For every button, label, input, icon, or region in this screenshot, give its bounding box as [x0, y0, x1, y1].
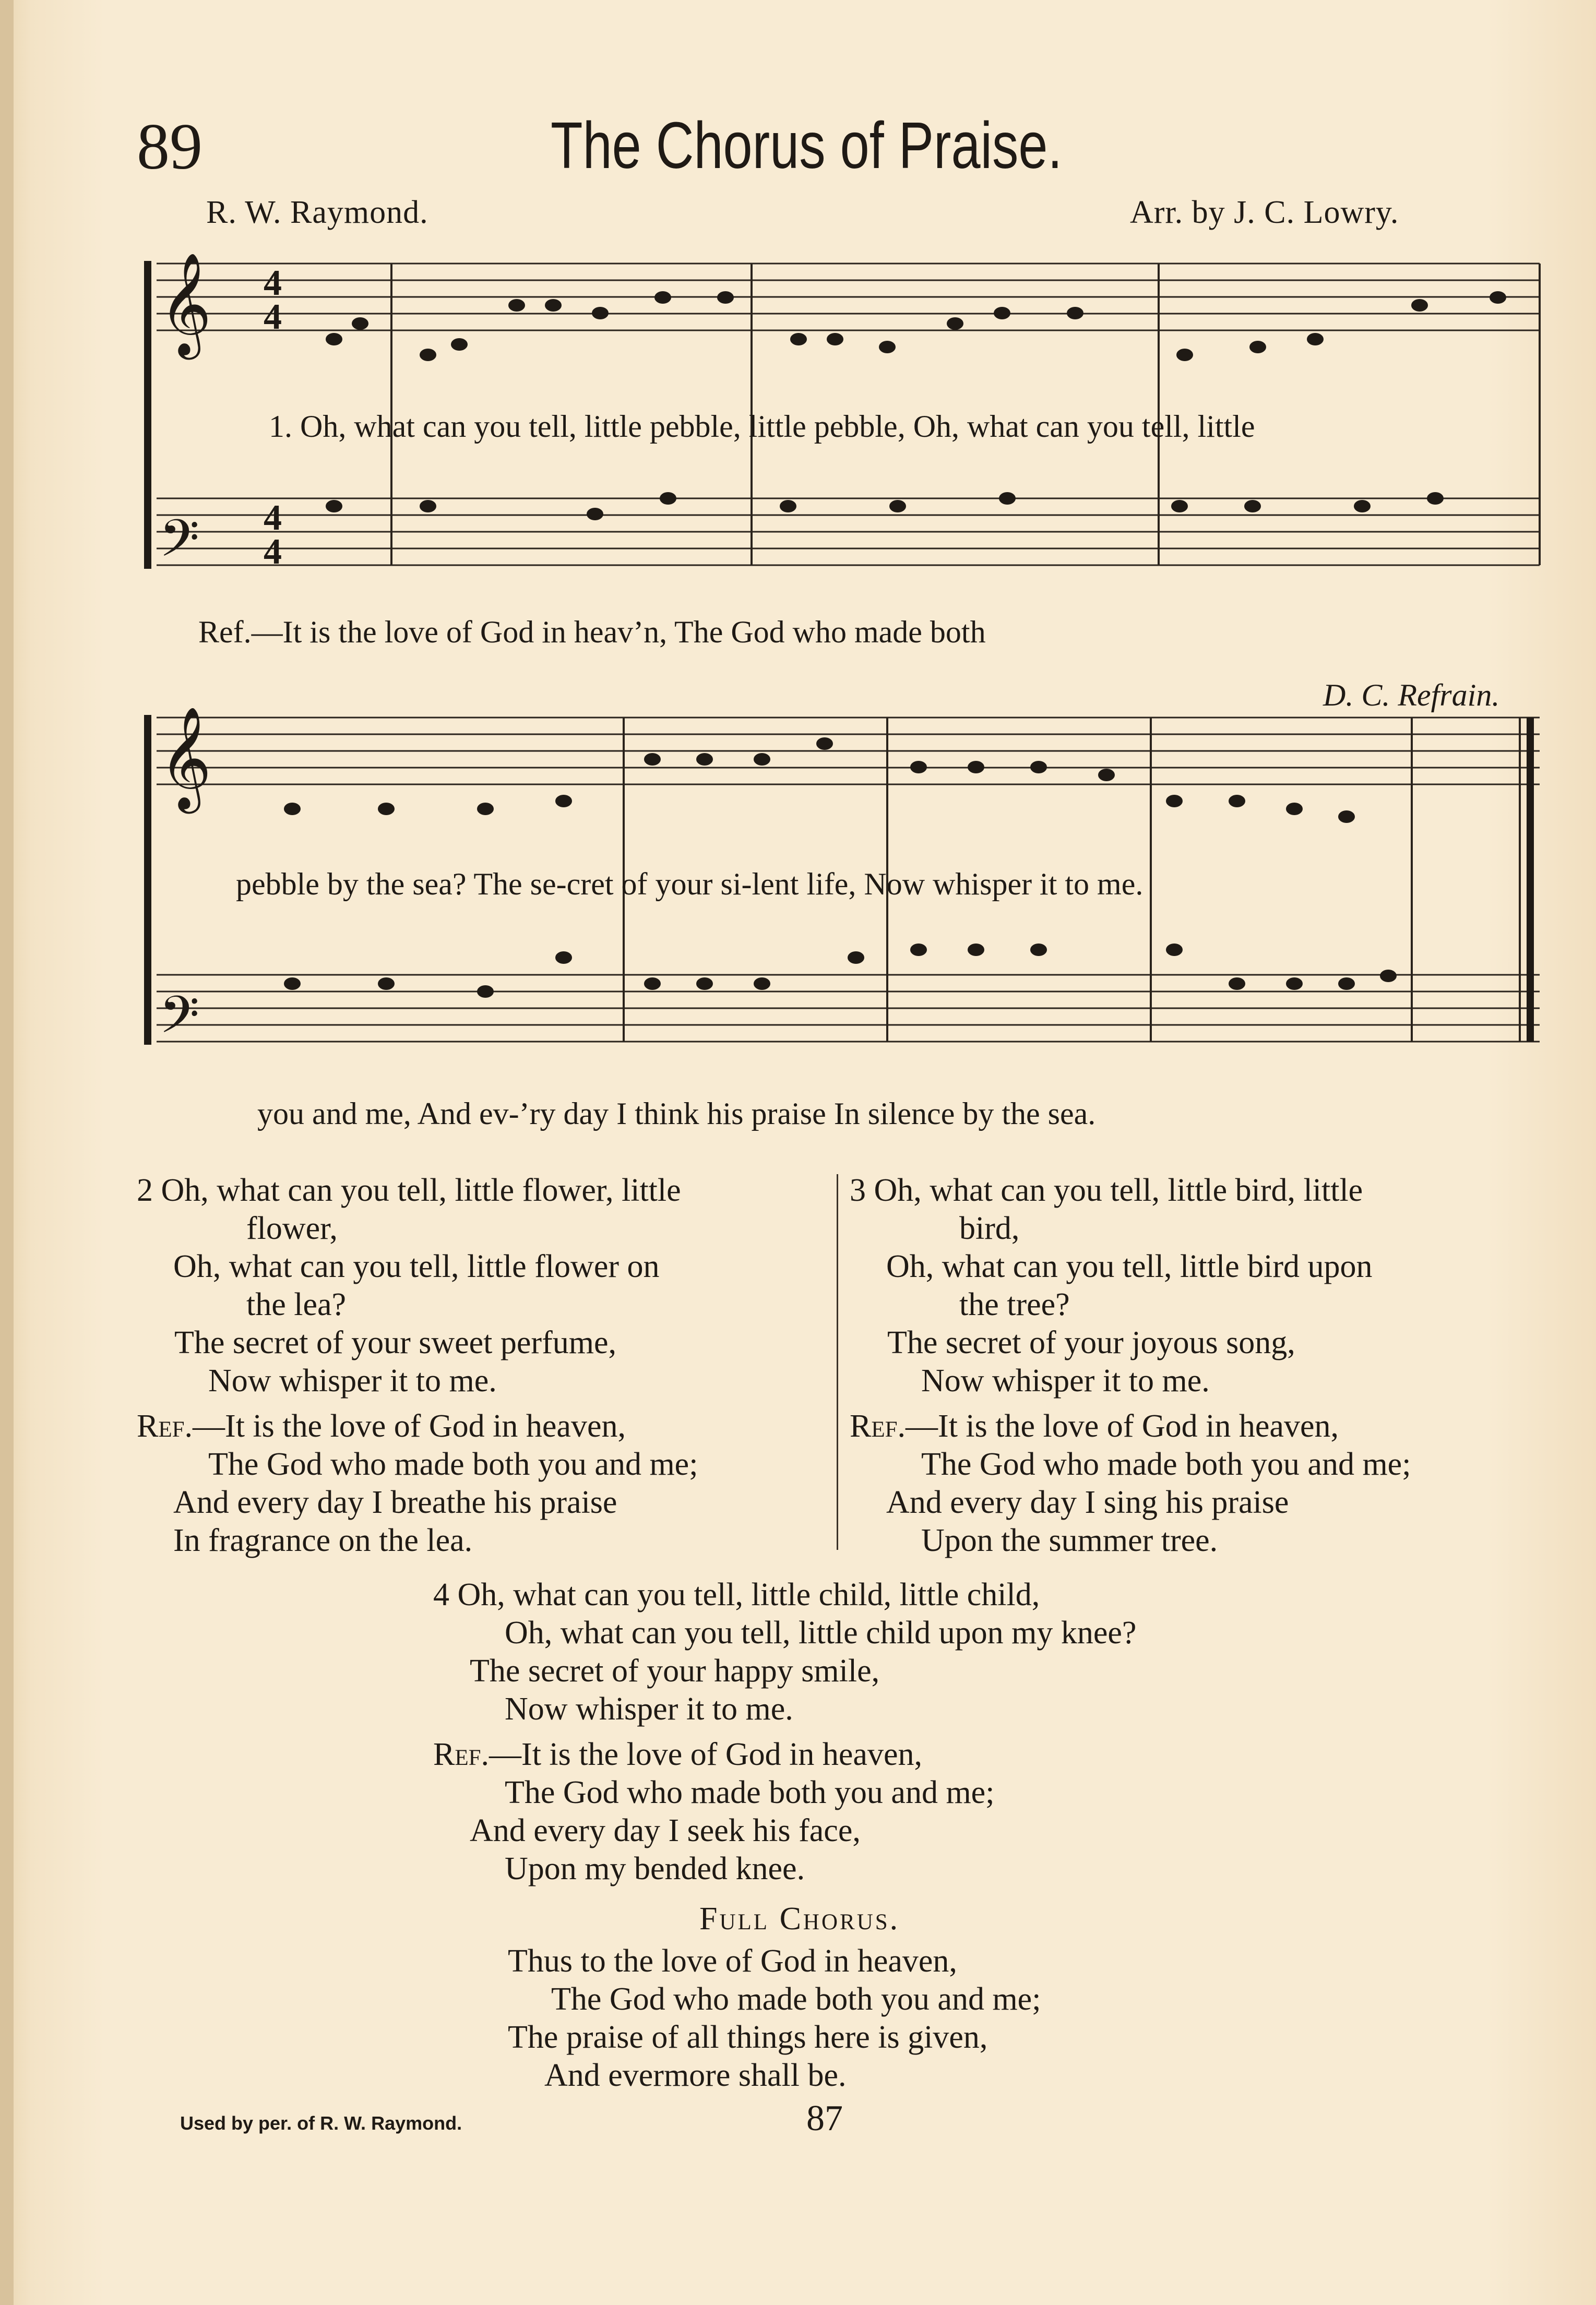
- verse-line: The secret of your sweet perfume,: [174, 1325, 616, 1360]
- verse-line: Now whisper it to me.: [505, 1691, 793, 1727]
- chorus-line: Thus to the love of God in heaven,: [508, 1943, 957, 1979]
- author-credit: R. W. Raymond.: [206, 195, 428, 230]
- page-number: 87: [806, 2098, 843, 2139]
- svg-text:4: 4: [264, 263, 282, 303]
- treble-clef-1: 𝄞: [159, 252, 212, 355]
- arranger-credit: Arr. by J. C. Lowry.: [1130, 195, 1399, 230]
- chorus-line: The God who made both you and me;: [551, 1981, 1041, 2017]
- svg-text:4: 4: [264, 498, 282, 538]
- refrain-line: Ref.—It is the love of God in heaven,: [433, 1737, 922, 1772]
- refrain-line: The God who made both you and me;: [921, 1447, 1411, 1482]
- verse-2: [137, 1172, 698, 1560]
- refrain-line: And every day I sing his praise: [886, 1485, 1289, 1520]
- refrain-line: And every day I seek his face,: [470, 1813, 861, 1848]
- dc-refrain-marking: D. C. Refrain.: [1323, 678, 1500, 712]
- full-chorus-heading: Full Chorus.: [699, 1901, 900, 1937]
- verse-line: Oh, what can you tell, little child upon my knee?: [505, 1615, 1137, 1651]
- verse-line: The secret of your joyous song,: [887, 1325, 1295, 1360]
- hymn-number: 89: [137, 111, 203, 183]
- refrain-line: Upon my bended knee.: [505, 1851, 805, 1886]
- ref-label: Ref.: [433, 1737, 490, 1772]
- system-2-bass-staff: [157, 975, 1540, 1042]
- refrain-line-2: you and me, And ev-’ry day I think his praise In silence by the sea.: [257, 1096, 1096, 1131]
- verse-line: the tree?: [959, 1287, 1070, 1322]
- refrain-line: Upon the summer tree.: [921, 1523, 1218, 1558]
- verse-4: [433, 1576, 1136, 1888]
- refrain-line: Ref.—It is the love of God in heaven,: [137, 1408, 626, 1444]
- lyric-verse-1-line-1: 1. Oh, what can you tell, little pebble, little pebble, Oh, what can you tell, little: [269, 409, 1255, 444]
- verse-line: 3 Oh, what can you tell, little bird, little: [850, 1173, 1363, 1208]
- bass-clef-2: 𝄢: [159, 985, 200, 1058]
- verse-line: flower,: [246, 1211, 338, 1246]
- ref-label: Ref.: [850, 1408, 906, 1444]
- final-barline: [1527, 718, 1534, 1042]
- bass-clef-1: 𝄢: [159, 509, 200, 581]
- svg-text:4: 4: [264, 297, 282, 337]
- system-1-bass-staff: [157, 498, 1540, 565]
- verse-line: Oh, what can you tell, little flower on: [173, 1249, 660, 1284]
- full-chorus: [508, 1942, 1041, 2095]
- svg-text:4: 4: [264, 532, 282, 572]
- hymn-title: The Chorus of Praise.: [551, 109, 1063, 182]
- refrain-line: Ref.—It is the love of God in heaven,: [850, 1408, 1339, 1444]
- refrain-line: The God who made both you and me;: [208, 1447, 698, 1482]
- verse-line: the lea?: [246, 1287, 347, 1322]
- column-divider: [837, 1174, 838, 1550]
- verse-line: Now whisper it to me.: [208, 1363, 497, 1399]
- verse-3: [850, 1172, 1411, 1560]
- refrain-line-1: Ref.—It is the love of God in heav’n, The God who made both: [198, 615, 986, 649]
- verse-line: Oh, what can you tell, little bird upon: [886, 1249, 1373, 1284]
- refrain-line: The God who made both you and me;: [505, 1775, 995, 1810]
- verse-line: 2 Oh, what can you tell, little flower, little: [137, 1173, 681, 1208]
- music-score: [0, 0, 1596, 1148]
- treble-clef-2: 𝄞: [159, 706, 212, 809]
- system-2-treble-staff: [157, 718, 1540, 784]
- chorus-line: The praise of all things here is given,: [508, 2020, 988, 2055]
- system-2-bracket: [144, 715, 151, 1045]
- verse-line: bird,: [959, 1211, 1020, 1246]
- verse-line: 4 Oh, what can you tell, little child, little child,: [433, 1577, 1040, 1613]
- refrain-line: And every day I breathe his praise: [173, 1485, 617, 1520]
- verse-line: The secret of your happy smile,: [470, 1653, 880, 1689]
- lyric-verse-1-line-2: pebble by the sea? The se-cret of your si-lent life, Now whisper it to me.: [236, 867, 1144, 901]
- ref-label: Ref.: [137, 1408, 193, 1444]
- permission-footnote: Used by per. of R. W. Raymond.: [180, 2112, 462, 2134]
- refrain-line: In fragrance on the lea.: [173, 1523, 473, 1558]
- system-1-bracket: [144, 261, 151, 569]
- verse-line: Now whisper it to me.: [921, 1363, 1210, 1399]
- chorus-line: And evermore shall be.: [544, 2058, 847, 2093]
